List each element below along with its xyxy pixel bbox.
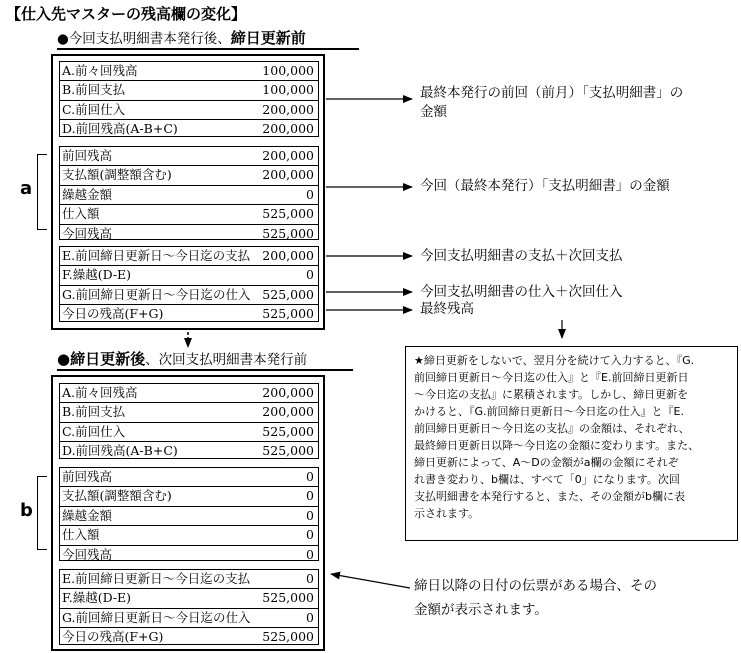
row-label: F.繰越(D-E) <box>62 590 132 606</box>
note-previous-line1: 最終本発行の前回（前月）「支払明細書」の <box>420 85 684 101</box>
row-label: E.前回締日更新日～今日迄の支払 <box>62 571 251 586</box>
row-value: 0 <box>306 609 314 625</box>
explanation-line: 示されます。 <box>414 507 480 520</box>
row-value: 200,000 <box>262 385 314 400</box>
explanation-line: れ書き変わり、b欄は、すべて「0」になります。次回 <box>414 473 680 486</box>
row-label: A.前々回残高 <box>62 385 138 400</box>
note-after-line2: 金額が表示されます。 <box>414 602 548 618</box>
row-label: D.前回残高(A-B+C) <box>62 443 178 459</box>
note-after-line1: 締日以降の日付の伝票がある場合、その <box>414 578 657 594</box>
heading-before-bold: 締日更新前 <box>230 29 306 47</box>
explanation-line: 前回締日更新日～今日迄の支払』の金額は、それぞれ、 <box>414 422 690 435</box>
note-final-balance: 最終残高 <box>420 301 474 317</box>
row-value: 200,000 <box>262 248 314 263</box>
row-value: 525,000 <box>262 629 314 645</box>
row-label: 支払額(調整額含む) <box>62 488 172 504</box>
note-purchase-sum: 今回支払明細書の仕入＋次回仕入 <box>420 284 623 300</box>
row-value: 525,000 <box>262 306 314 322</box>
heading-before-prefix: ●今回支払明細書本発行後、 <box>57 31 231 47</box>
row-label: G.前回締日更新日～今日迄の仕入 <box>62 286 251 302</box>
row-value: 200,000 <box>262 121 314 137</box>
row-label: 繰越金額 <box>62 186 113 202</box>
row-value: 0 <box>306 507 314 523</box>
row-value: 525,000 <box>262 225 314 241</box>
explanation-line: かけると、『G.前回締日更新日～今日迄の仕入』と『E. <box>414 405 684 418</box>
row-value: 0 <box>306 546 314 562</box>
row-label: F.繰越(D-E) <box>62 267 132 283</box>
note-payment-sum: 今回支払明細書の支払＋次回支払 <box>420 248 623 264</box>
row-label: 仕入額 <box>62 527 100 543</box>
row-value: 525,000 <box>262 423 314 439</box>
row-value: 525,000 <box>262 286 314 302</box>
row-value: 0 <box>306 186 314 202</box>
note-current-statement: 今回（最終本発行）「支払明細書」の金額 <box>420 178 670 194</box>
explanation-line: 締日更新によって、A～Dの金額がa欄の金額にそれぞ <box>414 456 679 469</box>
row-label: C.前回仕入 <box>62 101 126 117</box>
arrow-left-icon <box>331 574 410 588</box>
row-label: C.前回仕入 <box>62 423 126 439</box>
row-label: 今日の残高(F+G) <box>62 306 164 322</box>
row-value: 0 <box>306 527 314 543</box>
row-label: 仕入額 <box>62 206 100 222</box>
explanation-line: 最終締日更新日以降～今日迄の金額に変わります。また、 <box>414 439 700 452</box>
row-label: 今回残高 <box>62 225 113 241</box>
row-label: D.前回残高(A-B+C) <box>62 121 178 137</box>
row-label: 今回残高 <box>62 546 113 562</box>
row-label: G.前回締日更新日～今日迄の仕入 <box>62 609 251 625</box>
row-value: 200,000 <box>262 101 314 117</box>
explanation-line: ～今日迄の支払』に累積されます。しかし、締日更新を <box>414 388 689 401</box>
row-value: 200,000 <box>262 148 314 163</box>
row-value: 100,000 <box>262 63 314 78</box>
row-label: 今日の残高(F+G) <box>62 629 164 645</box>
row-value: 0 <box>306 469 314 484</box>
row-label: B.前回支払 <box>62 82 126 98</box>
row-value: 0 <box>306 267 314 283</box>
page-title: 【仕入先マスターの残高欄の変化】 <box>6 5 247 23</box>
row-label: B.前回支払 <box>62 404 126 420</box>
bracket-label-b: b <box>20 500 33 521</box>
row-label: 支払額(調整額含む) <box>62 167 172 183</box>
row-value: 0 <box>306 571 314 586</box>
row-label: A.前々回残高 <box>62 63 138 78</box>
note-previous-line2: 金額 <box>420 104 447 120</box>
heading-after-suffix: 、次回支払明細書本発行前 <box>145 352 308 368</box>
row-value: 525,000 <box>262 590 314 606</box>
row-label: 繰越金額 <box>62 507 113 523</box>
row-value: 0 <box>306 488 314 504</box>
row-value: 100,000 <box>262 82 314 98</box>
row-label: 前回残高 <box>62 469 113 484</box>
row-value: 200,000 <box>262 404 314 420</box>
explanation-line: 支払明細書を本発行すると、また、その金額がb欄に表 <box>414 490 685 503</box>
heading-after-bold: ●締日更新後 <box>57 350 146 368</box>
row-value: 525,000 <box>262 206 314 222</box>
row-value: 200,000 <box>262 167 314 183</box>
row-value: 525,000 <box>262 443 314 459</box>
explanation-line: 前回締日更新日～今日迄の仕入』と『E.前回締日更新日 <box>414 371 689 384</box>
explanation-line: ★締日更新をしないで、翌月分を続けて入力すると、『G. <box>414 354 695 367</box>
bracket-label-a: a <box>20 178 33 199</box>
row-label: E.前回締日更新日～今日迄の支払 <box>62 248 251 263</box>
row-label: 前回残高 <box>62 148 113 163</box>
